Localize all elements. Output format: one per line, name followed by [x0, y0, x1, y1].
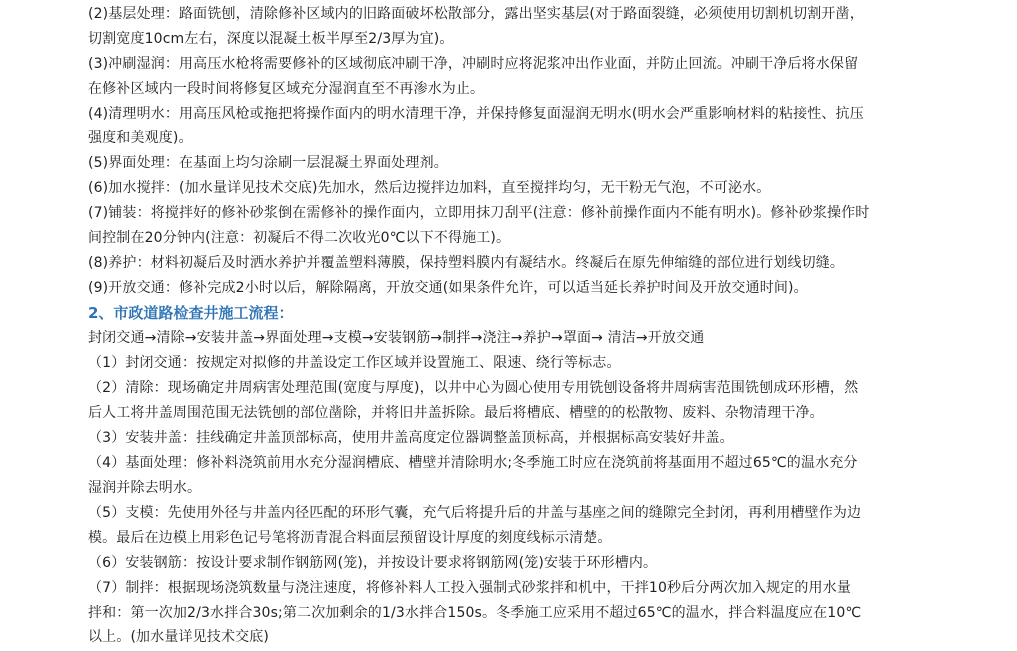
text-line-24: （7）制拌：根据现场浇筑数量与浇注速度，将修补料人工投入强制式砂浆拌和机中，干拌10秒后分两次加入规定的用水量	[88, 580, 851, 596]
text-line-21: （5）支模：先使用外径与井盖内径匹配的环形气囊，充气后将提升后的井盖与基座之间的缝隙完全封闭，再利用槽壁作为边	[88, 505, 862, 521]
process-flow-line: 封闭交通→清除→安装井盖→界面处理→支模→安装钢筋→制拌→浇注→养护→罩面→ 清洁→开放交通	[88, 330, 705, 346]
section-heading: 2、市政道路检查井施工流程：	[88, 304, 294, 322]
text-line-16: （2）清除：现场确定井周病害处理范围(宽度与厚度)，以井中心为圆心使用专用铣刨设备将井周病害范围铣刨成环形槽，然	[88, 380, 859, 396]
text-line-9: (7)铺装：将搅拌好的修补砂浆倒在需修补的操作面内，立即用抹刀刮平(注意：修补前操作面内不能有明水)。修补砂浆操作时	[88, 205, 870, 221]
text-line-7: (5)界面处理：在基面上均匀涂刷一层混凝土界面处理剂。	[88, 155, 448, 171]
text-line-8: (6)加水搅拌：(加水量详见技术交底)先加水，然后边搅拌边加料，直至搅拌均匀，无干粉无气泡，不可泌水。	[88, 180, 771, 196]
text-line-10: 间控制在20分钟内(注意：初凝后不得二次收光0℃以下不得施工)。	[88, 230, 511, 246]
text-line-20: 湿润并除去明水。	[88, 480, 202, 496]
text-line-26: 以上。(加水量详见技术交底)	[88, 629, 270, 645]
text-line-25: 拌和：第一次加2/3水拌合30s;第二次加剩余的1/3水拌合150s。冬季施工应采用不超过65℃的温水，拌合料温度应在10℃	[88, 605, 862, 621]
text-line-11: (8)养护：材料初凝后及时洒水养护并覆盖塑料薄膜，保持塑料膜内有凝结水。终凝后在原先伸缩缝的部位进行划线切缝。	[88, 255, 845, 271]
text-line-3: (3)冲刷湿润：用高压水枪将需要修补的区域彻底冲刷干净，冲刷时应将泥浆冲出作业面，并防止回流。冲刷干净后将水保留	[88, 56, 859, 72]
text-line-1: (2)基层处理：路面铣刨，清除修补区域内的旧路面破坏松散部分，露出坚实基层(对于路面裂缝，必须使用切割机切割开凿，	[88, 6, 864, 22]
text-line-19: （4）基面处理：修补料浇筑前用水充分湿润槽底、槽壁并清除明水;冬季施工时应在浇筑前将基面用不超过65℃的温水充分	[88, 455, 858, 471]
text-line-12: (9)开放交通：修补完成2小时以后，解除隔离，开放交通(如果条件允许，可以适当延长养护时间及开放交通时间)。	[88, 280, 808, 296]
text-line-17: 后人工将井盖周围范围无法铣刨的部位凿除，并将旧井盖拆除。最后将槽底、槽壁的的松散物、废料、杂物清理干净。	[88, 405, 824, 421]
text-line-5: (4)清理明水：用高压风枪或拖把将操作面内的明水清理干净，并保持修复面湿润无明水(明水会严重影响材料的粘接性、抗压	[88, 106, 864, 122]
text-line-18: （3）安装井盖：挂线确定井盖顶部标高，使用井盖高度定位器调整盖顶标高，并根据标高安装好井盖。	[88, 430, 734, 446]
text-line-2: 切割宽度10cm左右，深度以混凝土板半厚至2/3厚为宜)。	[88, 31, 454, 47]
text-line-23: （6）安装钢筋：按设计要求制作钢筋网(笼)，并按设计要求将钢筋网(笼)安装于环形槽内。	[88, 555, 658, 571]
text-line-22: 模。最后在边模上用彩色记号笔将沥青混合料面层预留设计厚度的刻度线标示清楚。	[88, 530, 612, 546]
text-line-15: （1）封闭交通：按规定对拟修的井盖设定工作区域并设置施工、限速、绕行等标志。	[88, 355, 621, 371]
text-line-4: 在修补区域内一段时间将修复区域充分湿润直至不再渗水为止。	[88, 81, 485, 97]
text-line-6: 强度和美观度)。	[88, 130, 193, 146]
